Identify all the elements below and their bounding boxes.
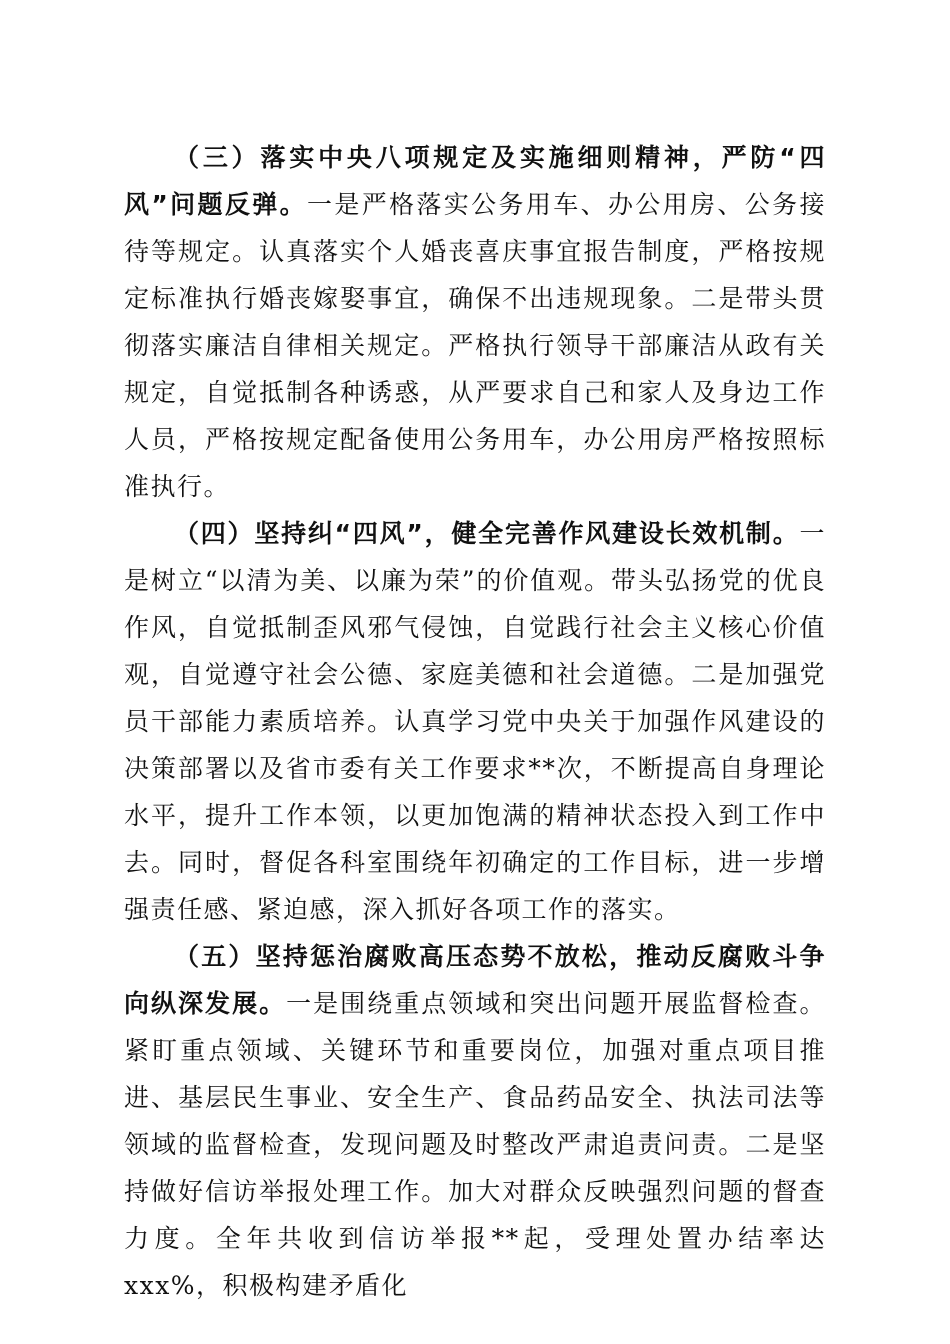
- section-4-body: 一是树立“以清为美、以廉为荣”的价值观。带头弘扬党的优良作风，自觉抵制歪风邪气侵蚀，自觉践行社会主义核心价值观，自觉遵守社会公德、家庭美德和社会道德。二是加强党员干部能力素质培养。认真学习党中央关于加强作风建设的决策部署以及省市委有关工作要求**次，不断提高自身理论水平，提升工作本领，以更加饱满的精神状态投入到工作中去。同时，督促各科室围绕年初确定的工作目标，进一步增强责任感、紧迫感，深入抓好各项工作的落实。: [124, 519, 826, 924]
- document-body: [124, 134, 826, 1309]
- section-5-heading: （五）坚持惩治腐败高压态势不放松，推动反腐败斗争向纵深发展。: [124, 942, 826, 1018]
- section-5-body: 一是围绕重点领域和突出问题开展监督检查。紧盯重点领域、关键环节和重要岗位，加强对重点项目推进、基层民生事业、安全生产、食品药品安全、执法司法等领域的监督检查，发现问题及时整改严肃追责问责。二是坚持做好信访举报处理工作。加大对群众反映强烈问题的督查力度。全年共收到信访举报**起，受理处置办结率达 xxx%，积极构建矛盾化: [124, 989, 826, 1300]
- section-4-heading: （四）坚持纠“四风”，健全完善作风建设长效机制。: [174, 519, 800, 548]
- paragraph-section-5: [124, 933, 826, 1309]
- section-3-body: 一是严格落实公务用车、办公用房、公务接待等规定。认真落实个人婚丧喜庆事宜报告制度，严格按规定标准执行婚丧嫁娶事宜，确保不出违规现象。二是带头贯彻落实廉洁自律相关规定。严格执行领导干部廉洁从政有关规定，自觉抵制各种诱惑，从严要求自己和家人及身边工作人员，严格按规定配备使用公务用车，办公用房严格按照标准执行。: [124, 190, 826, 501]
- section-3-heading: （三）落实中央八项规定及实施细则精神，严防“四风”问题反弹。: [124, 143, 826, 219]
- paragraph-section-4: [124, 510, 826, 933]
- paragraph-section-3: [124, 134, 826, 510]
